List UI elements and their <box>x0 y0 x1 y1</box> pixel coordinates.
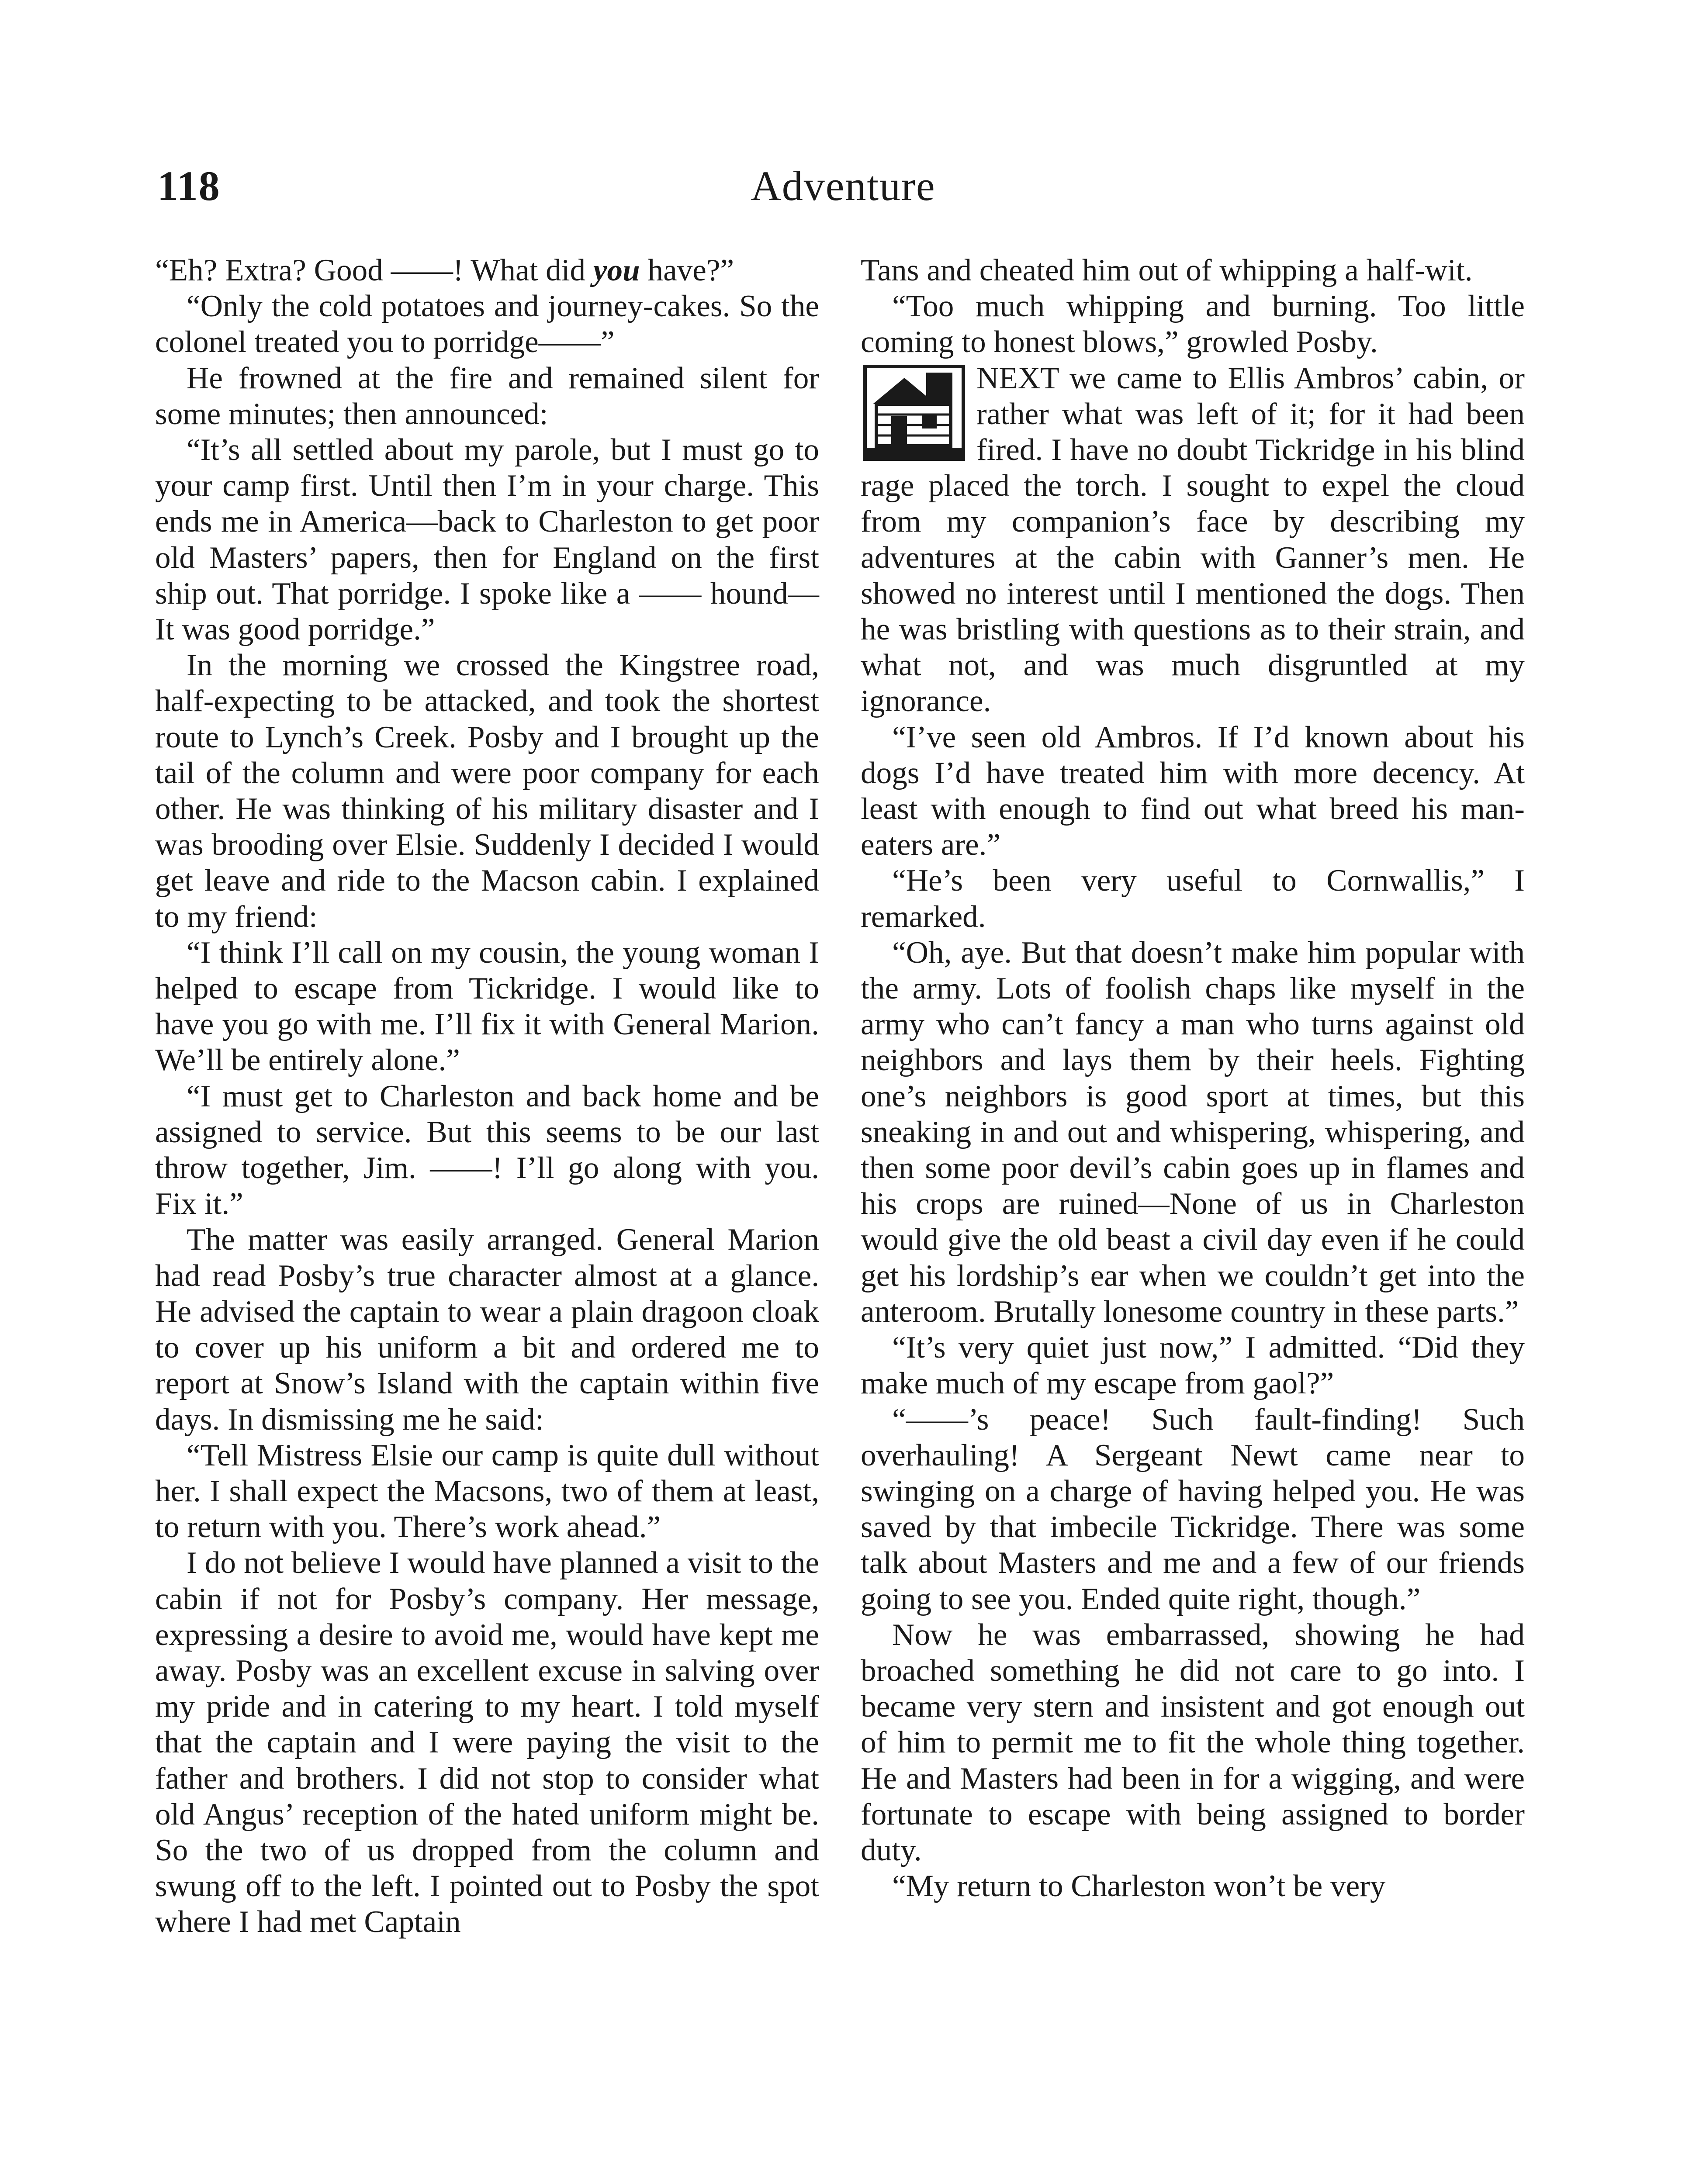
running-head: Adventure <box>751 162 936 209</box>
paragraph: NEXT we came to Ellis Ambros’ cabin, or rather what was left of it; for it had been fired. I have no doubt Tickridge in his blind rage placed the torch. I sought to expel the cloud from my companion’s face by describing my adventures at the cabin with Ganner’s men. He showed no interest until I mentioned the dogs. Then he was bristling with questions as to their strain, and what not, and was much disgruntled at my ignorance. <box>861 361 1525 719</box>
cabin-illustration-icon <box>861 364 968 465</box>
left-column <box>155 252 819 1940</box>
paragraph: “Tell Mistress Elsie our camp is quite dull without her. I shall expect the Macsons, two of them at least, to return with you. There’s work ahead.” <box>155 1438 819 1545</box>
paragraph: The matter was easily arranged. General Marion had read Posby’s true character almost at a glance. He advised the captain to wear a plain dragoon cloak to cover up his uniform a bit and ordered me to report at Snow’s Island with the captain within five days. In dismissing me he said: <box>155 1223 819 1437</box>
paragraph: In the morning we crossed the Kingstree road, half-expecting to be attacked, and took the shortest route to Lynch’s Creek. Posby and I brought up the tail of the column and were poor company for each other. He was thinking of his military disaster and I was brooding over Elsie. Suddenly I decided I would get leave and ride to the Macson cabin. I explained to my friend: <box>155 648 819 934</box>
paragraph: Tans and cheated him out of whipping a half-wit. <box>861 253 1473 287</box>
paragraph: He frowned at the fire and remained silent for some minutes; then announced: <box>155 361 819 431</box>
paragraph: “It’s very quiet just now,” I admitted. “Did they make much of my escape from gaol?” <box>861 1330 1525 1401</box>
page-header <box>157 162 1529 218</box>
paragraph: “He’s been very useful to Cornwallis,” I remarked. <box>861 864 1525 934</box>
page-number: 118 <box>157 162 221 209</box>
right-column <box>861 252 1525 1904</box>
paragraph: “I’ve seen old Ambros. If I’d known about his dogs I’d have treated him with more decency. At least with enough to find out what breed his man-eaters are.” <box>861 720 1525 862</box>
paragraph: “Too much whipping and burning. Too little coming to honest blows,” growled Posby. <box>861 289 1525 359</box>
paragraph: Now he was embarrassed, showing he had broached something he did not care to go into. I became very stern and insistent and got enough out of him to permit me to fit the whole thing together. He and Masters had been in for a wigging, and were fortunate to escape with being assigned to border duty. <box>861 1617 1525 1867</box>
emphasis-you: you <box>593 253 640 287</box>
paragraph: “My return to Charleston won’t be very <box>892 1869 1386 1904</box>
paragraph: “I think I’ll call on my cousin, the young woman I helped to escape from Tickridge. I would like to have you go with me. I’ll fix it with General Marion. We’ll be entirely alone.” <box>155 935 819 1078</box>
paragraph: “Eh? Extra? Good ——! What did you have?” <box>155 253 734 287</box>
paragraph: “Only the cold potatoes and journey-cakes. So the colonel treated you to porridge——” <box>155 289 819 359</box>
paragraph: “Oh, aye. But that doesn’t make him popular with the army. Lots of foolish chaps like myself in the army who can’t fancy a man who turns against old neighbors and lays them by their heels. Fighting one’s neighbors is good sport at times, but this sneaking in and out and whispering, whispering, and then some poor devil’s cabin goes up in flames and his crops are ruined—None of us in Charleston would give the old beast a civil day even if he could get his lordship’s ear when we couldn’t get into the anteroom. Brutally lonesome country in these parts.” <box>861 935 1525 1329</box>
paragraph: I do not believe I would have planned a visit to the cabin if not for Posby’s company. Her message, expressing a desire to avoid me, would have kept me away. Posby was an excellent excuse in salving over my pride and in catering to my heart. I told myself that the captain and I were paying the visit to the father and brothers. I did not stop to consider what old Angus’ reception of the hated uniform might be. So the two of us dropped from the column and swung off to the left. I pointed out to Posby the spot where I had met Captain <box>155 1546 819 1939</box>
paragraph: “It’s all settled about my parole, but I must go to your camp first. Until then I’m in your charge. This ends me in America—back to Charleston to get poor old Masters’ papers, then for England on the first ship out. That porridge. I spoke like a —— hound— It was good porridge.” <box>155 433 819 647</box>
paragraph: “I must get to Charleston and back home and be assigned to service. But this seems to be our last throw together, Jim. ——! I’ll go along with you. Fix it.” <box>155 1079 819 1221</box>
paragraph: “——’s peace! Such fault-finding! Such overhauling! A Sergeant Newt came near to swinging on a charge of having helped you. He was saved by that imbecile Tickridge. There was some talk about Masters and me and a few of our friends going to see you. Ended quite right, though.” <box>861 1402 1525 1616</box>
